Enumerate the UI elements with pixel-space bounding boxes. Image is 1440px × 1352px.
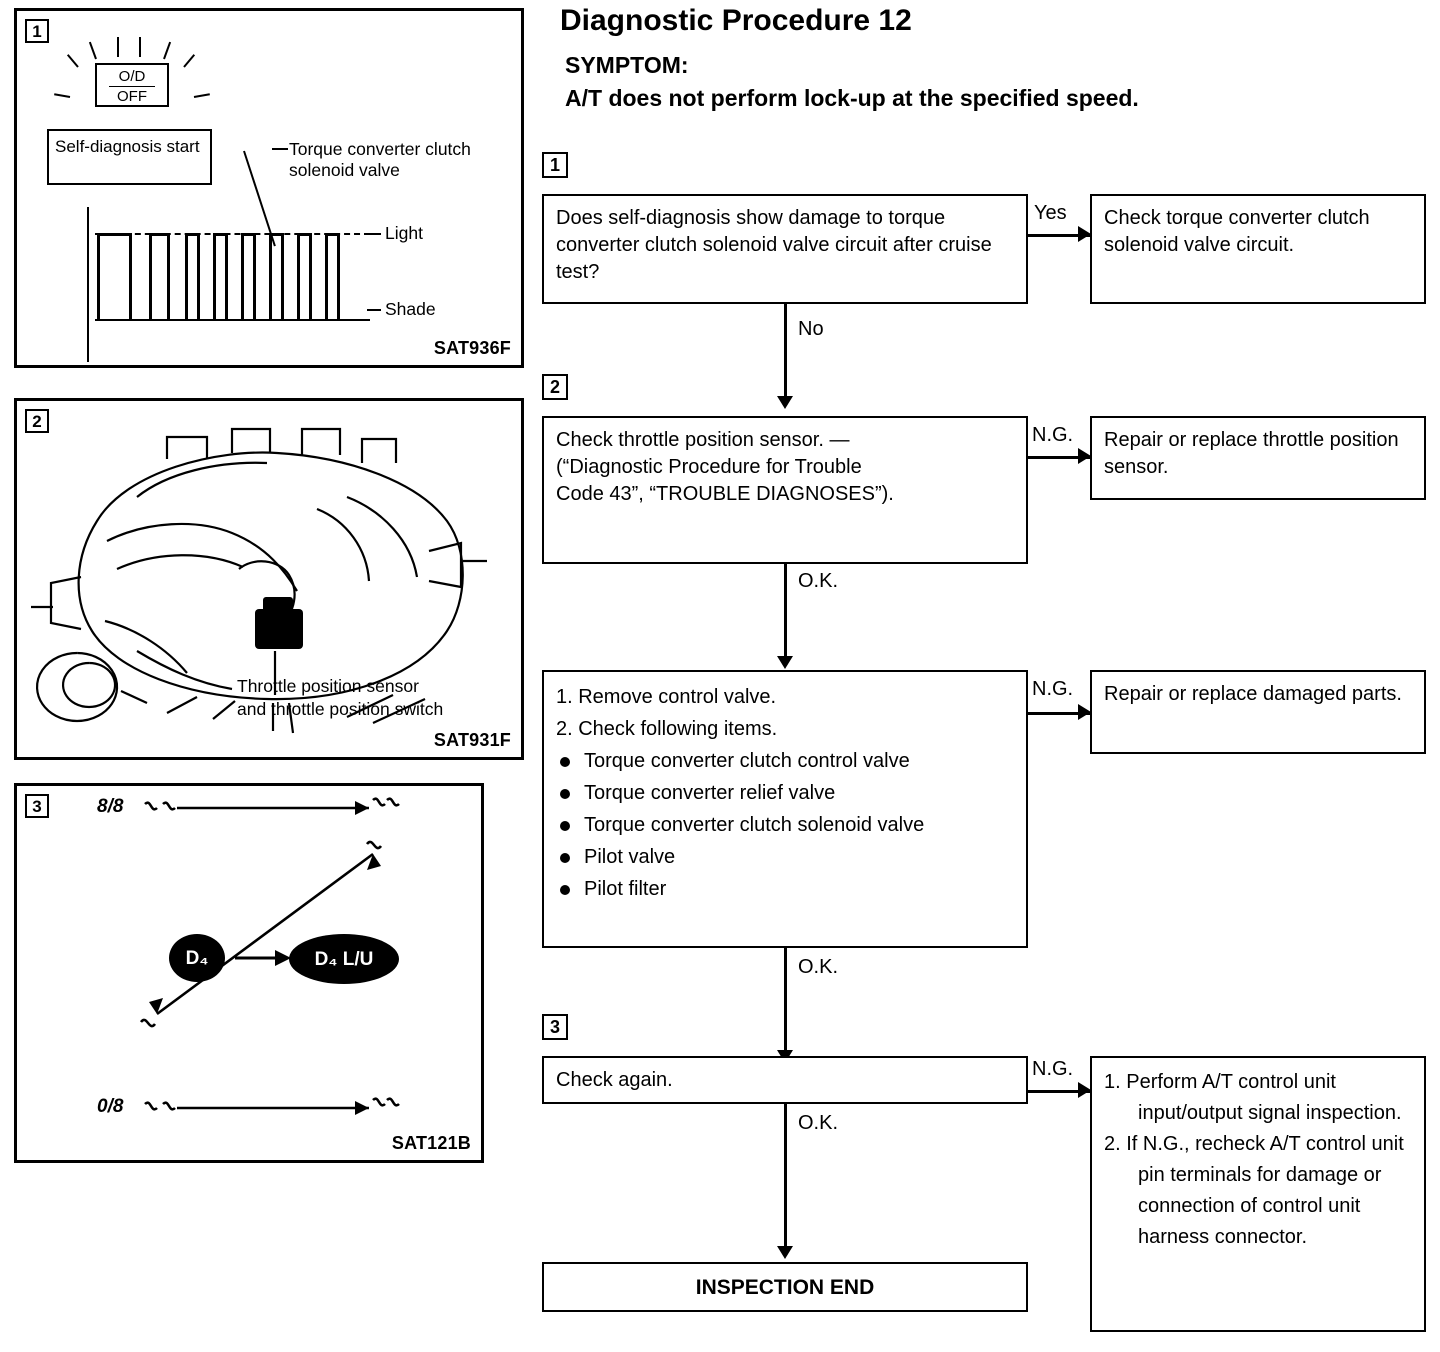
figure-1-code: SAT936F (433, 338, 511, 358)
waveform-pulse (337, 233, 340, 321)
lamp-ray-icon (194, 93, 210, 98)
step-1-branch-text: Check torque converter clutch solenoid valve circuit. (1104, 207, 1370, 256)
step-3-item-2: 2. Check following items. (556, 718, 778, 740)
step-1-down-line (784, 304, 787, 404)
step-4-branch-item-2: 2. If N.G., recheck A/T control unit pin terminals for damage or connection of control unit harness connector. (1104, 1133, 1404, 1248)
waveform-pulse (225, 233, 228, 321)
od-off-lamp (95, 63, 169, 107)
step-2-text-line2: (“Diagnostic Procedure for Trouble (556, 456, 862, 478)
lamp-ray-icon (89, 42, 97, 60)
throttle-ratio-top: 8/8 (97, 796, 124, 817)
step-2-branch-label: N.G. (1032, 424, 1074, 446)
page-title: Diagnostic Procedure 12 (560, 4, 912, 37)
step-4-branch-item-1: 1. Perform A/T control unit input/output signal inspection. (1104, 1071, 1402, 1124)
node-d4-lockup-label: D₄ L/U (314, 948, 374, 970)
figure-3-code: SAT121B (391, 1133, 471, 1153)
waveform-pulse (149, 233, 152, 321)
step-3-item-1: 1. Remove control valve. (556, 686, 777, 708)
lamp-ray-icon (163, 42, 171, 60)
step-2-down-label: O.K. (798, 570, 839, 592)
step-3-branch-label: N.G. (1032, 678, 1074, 700)
waveform-pulse (185, 233, 188, 321)
od-label-line1: O/D (109, 67, 155, 87)
light-tick (367, 233, 381, 235)
figure-2-caption-line1: Throttle position sensor (237, 676, 419, 696)
step-1-down-label: No (798, 318, 824, 340)
waveform-pulse (269, 233, 272, 321)
step-1-branch-label: Yes (1034, 202, 1067, 224)
step-1-box (542, 194, 1028, 304)
shade-level-line (95, 319, 370, 321)
inspection-end-box (542, 1262, 1028, 1312)
list-item: Pilot valve (556, 841, 1014, 873)
od-label-line2: OFF (117, 88, 147, 105)
list-item: Torque converter relief valve (556, 777, 1014, 809)
figure-2-number: 2 (25, 409, 49, 433)
figure-2-caption-line2: and throttle position switch (237, 699, 444, 719)
lamp-ray-icon (183, 54, 195, 68)
throttle-ratio-bottom: 0/8 (97, 1096, 124, 1117)
waveform-pulse (325, 233, 328, 321)
step-1-down-arrow (777, 396, 793, 409)
step-4-branch-label: N.G. (1032, 1058, 1074, 1080)
waveform-pulse (213, 233, 216, 321)
step-4-text: Check again. (556, 1069, 673, 1091)
waveform-pulse (281, 233, 284, 321)
step-2-box (542, 416, 1028, 564)
step-3-box (542, 670, 1028, 948)
step-4-down-arrow (777, 1246, 793, 1259)
step-1-text: Does self-diagnosis show damage to torque converter clutch solenoid valve circuit after cruise test? (556, 207, 992, 283)
step-4-number: 3 (542, 1014, 568, 1040)
waveform-pulse (309, 233, 312, 321)
step-3-branch-text: Repair or replace damaged parts. (1104, 683, 1402, 705)
step-4-down-line (784, 1104, 787, 1254)
list-item: Torque converter clutch solenoid valve (556, 809, 1014, 841)
waveform-axis (87, 207, 89, 362)
waveform-pulse (97, 233, 100, 321)
step-1-branch-box (1090, 194, 1426, 304)
figure-2-code: SAT931F (433, 730, 511, 750)
symptom-text: A/T does not perform lock-up at the specified speed. (565, 85, 1139, 111)
waveform-top (149, 233, 169, 236)
step-4-branch-box (1090, 1056, 1426, 1332)
lamp-ray-icon (54, 93, 70, 98)
step-3-down-label: O.K. (798, 956, 839, 978)
light-label: Light (385, 223, 423, 243)
step-4-down-label: O.K. (798, 1112, 839, 1134)
list-item: Pilot filter (556, 873, 1014, 905)
step-2-branch-box (1090, 416, 1426, 500)
waveform-pulse (297, 233, 300, 321)
figure-1-number: 1 (25, 19, 49, 43)
waveform-pulse (241, 233, 244, 321)
step-3-down-line (784, 948, 787, 1058)
waveform-pulse (197, 233, 200, 321)
node-d4 (169, 934, 225, 982)
inspection-end-text: INSPECTION END (695, 1275, 875, 1299)
figure-3 (14, 783, 484, 1163)
step-2-down-line (784, 564, 787, 664)
step-1-number: 1 (542, 152, 568, 178)
self-diagnosis-start-label (47, 129, 212, 185)
step-2-number: 2 (542, 374, 568, 400)
waveform-pulse (129, 233, 132, 321)
figure-2-caption (237, 675, 527, 721)
lockup-schedule-diagram (17, 786, 483, 1162)
callout-leader (272, 148, 288, 150)
solenoid-callout-label: Torque converter clutch solenoid valve (289, 139, 471, 180)
lamp-ray-icon (67, 54, 79, 68)
node-d4-lockup (289, 934, 399, 984)
figure-3-number: 3 (25, 794, 49, 818)
step-2-down-arrow (777, 656, 793, 669)
figure-2 (14, 398, 524, 760)
self-diagnosis-start-text: Self-diagnosis start (55, 137, 200, 156)
list-item: Torque converter clutch control valve (556, 745, 1014, 777)
shade-tick (367, 309, 381, 311)
node-d4-label: D₄ (185, 947, 209, 969)
lamp-ray-icon (117, 37, 119, 57)
lamp-ray-icon (139, 37, 141, 57)
waveform-top (97, 233, 131, 236)
step-4-box (542, 1056, 1028, 1104)
step-3-check-list (556, 745, 1014, 905)
figure-1 (14, 8, 524, 368)
step-2-text-line3: Code 43”, “TROUBLE DIAGNOSES”). (556, 483, 894, 505)
shade-label: Shade (385, 299, 436, 319)
waveform-pulse (167, 233, 170, 321)
waveform-pulse (253, 233, 256, 321)
symptom-label: SYMPTOM: (565, 52, 689, 78)
step-2-branch-text: Repair or replace throttle position sensor. (1104, 429, 1399, 478)
step-3-branch-box (1090, 670, 1426, 754)
step-2-text-line1: Check throttle position sensor. — (556, 429, 850, 451)
